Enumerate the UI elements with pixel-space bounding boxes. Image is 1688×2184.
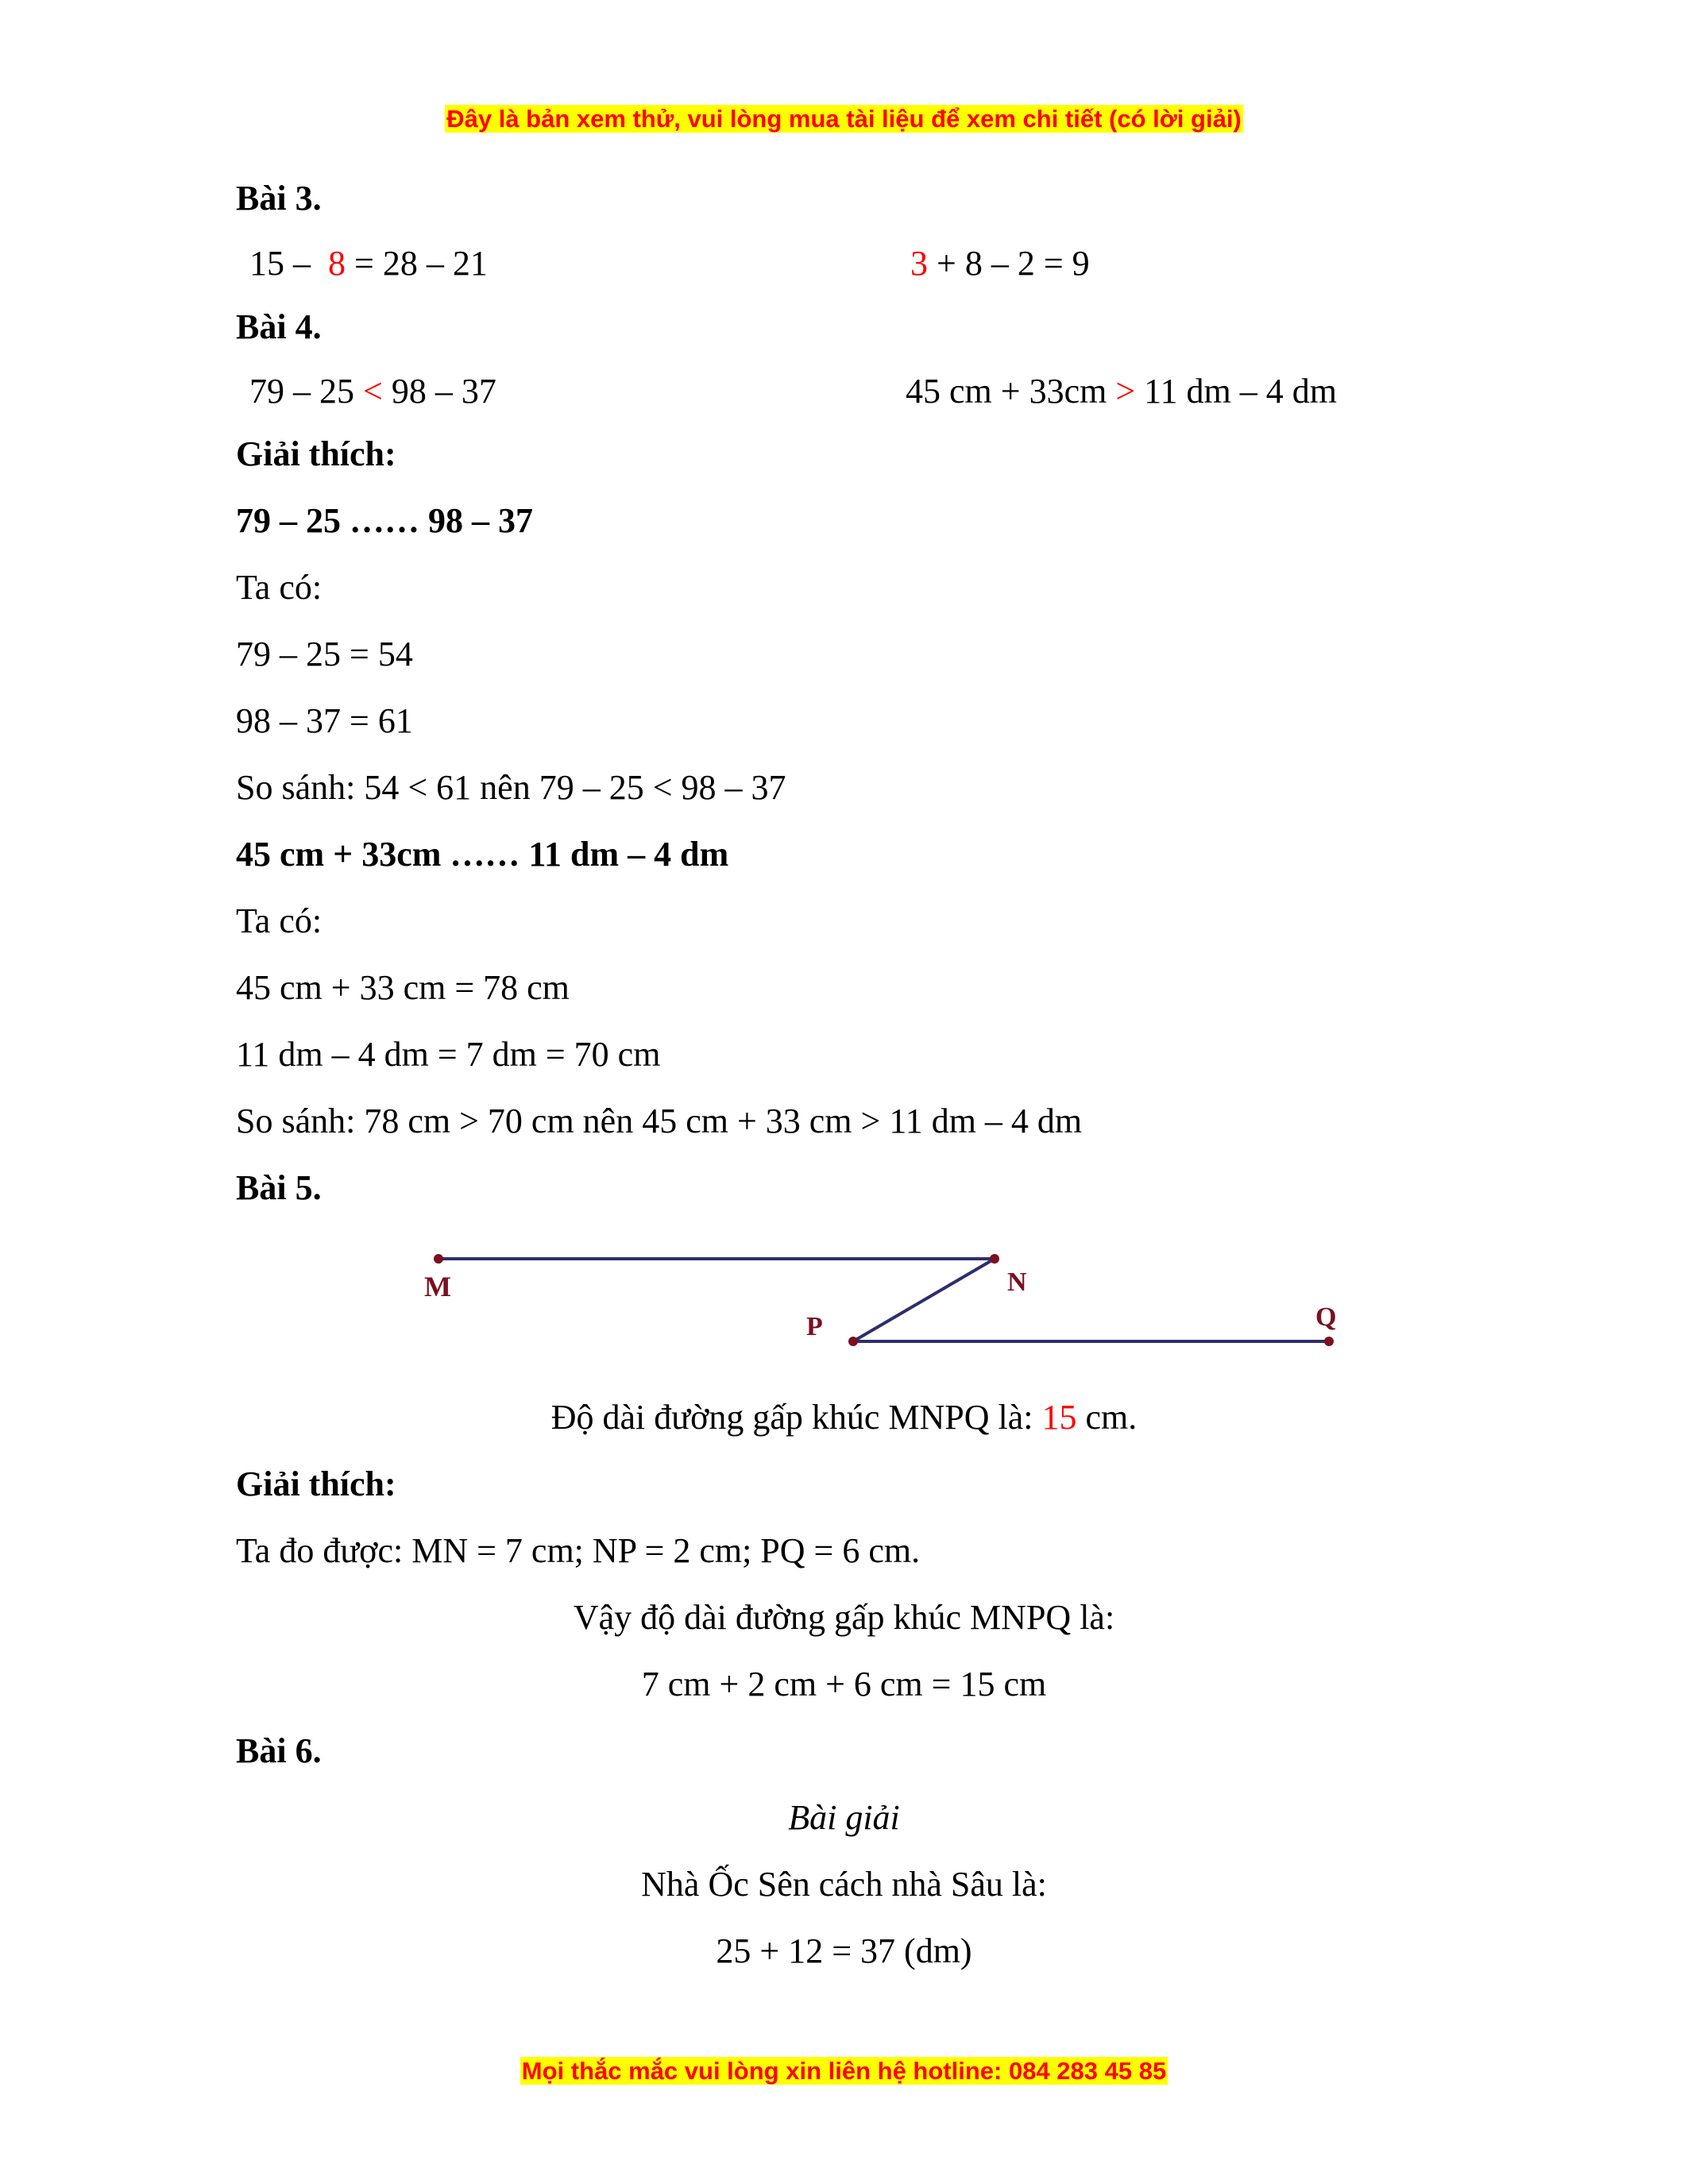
bai5-answer: 15 — [1041, 1398, 1077, 1437]
bai6-calc: 25 + 12 = 37 (dm) — [716, 1931, 972, 1970]
bai5-calc: 7 cm + 2 cm + 6 cm = 15 cm — [641, 1665, 1047, 1704]
bai3-answer-2: 3 — [910, 244, 928, 283]
preview-notice: Đây là bản xem thử, vui lòng mua tài liệu để xem chi tiết (có lời giải) — [446, 105, 1242, 133]
point-m — [434, 1254, 443, 1264]
label-p: P — [806, 1312, 823, 1341]
bai4-part2-line: Ta có: — [236, 901, 323, 940]
bai5-result: Độ dài đường gấp khúc MNPQ là: 15 cm. — [550, 1398, 1138, 1437]
polyline-mnpq-figure — [418, 1229, 1358, 1365]
point-q — [1324, 1337, 1334, 1346]
bai5-conclusion: Vậy độ dài đường gấp khúc MNPQ là: — [573, 1598, 1115, 1637]
bai6-statement: Nhà Ốc Sên cách nhà Sâu là: — [641, 1865, 1047, 1904]
point-n — [990, 1254, 999, 1264]
hotline-notice: Mọi thắc mắc vui lòng xin liên hệ hotline: 084 283 45 85 — [521, 2057, 1167, 2085]
bai5-heading: Bài 5. — [236, 1168, 322, 1207]
label-n: N — [1007, 1268, 1027, 1297]
bai4-part1-line: Ta có: — [236, 568, 323, 607]
bai6-heading: Bài 6. — [236, 1731, 322, 1770]
bai4-part2-line: 11 dm – 4 dm = 7 dm = 70 cm — [236, 1035, 661, 1074]
label-q: Q — [1315, 1302, 1337, 1332]
point-p — [848, 1337, 858, 1346]
bai3-answer-1: 8 — [328, 244, 346, 283]
bai4-part2-title: 45 cm + 33cm …… 11 dm – 4 dm — [236, 835, 729, 874]
bai3-equation-2: 3 + 8 – 2 = 9 — [910, 244, 1090, 283]
bai4-heading: Bài 4. — [236, 307, 322, 346]
bai4-sign-2: > — [1115, 372, 1136, 411]
bai4-part2-line: So sánh: 78 cm > 70 cm nên 45 cm + 33 cm > 11 dm – 4 dm — [236, 1102, 1083, 1140]
bai4-sign-1: < — [363, 372, 383, 411]
bai3-equation-1: 15 – 8 = 28 – 21 — [249, 244, 488, 283]
bai6-solution-title: Bài giải — [788, 1798, 900, 1837]
bai5-explain-heading: Giải thích: — [236, 1464, 396, 1503]
bai4-part1-line: 79 – 25 = 54 — [236, 635, 413, 673]
bai4-part1-line: 98 – 37 = 61 — [236, 701, 413, 740]
bai4-explain-heading: Giải thích: — [236, 434, 396, 473]
bai5-measure: Ta đo được: MN = 7 cm; NP = 2 cm; PQ = 6 cm. — [236, 1531, 921, 1570]
bai4-part2-line: 45 cm + 33 cm = 78 cm — [236, 968, 570, 1007]
bai3-heading: Bài 3. — [236, 179, 322, 218]
bai4-part1-line: So sánh: 54 < 61 nên 79 – 25 < 98 – 37 — [236, 768, 786, 807]
label-m: M — [424, 1271, 451, 1302]
bai4-comparison-1: 79 – 25 < 98 – 37 — [249, 372, 496, 411]
bai4-comparison-2: 45 cm + 33cm > 11 dm – 4 dm — [906, 372, 1337, 411]
bai4-part1-title: 79 – 25 …… 98 – 37 — [236, 501, 533, 540]
